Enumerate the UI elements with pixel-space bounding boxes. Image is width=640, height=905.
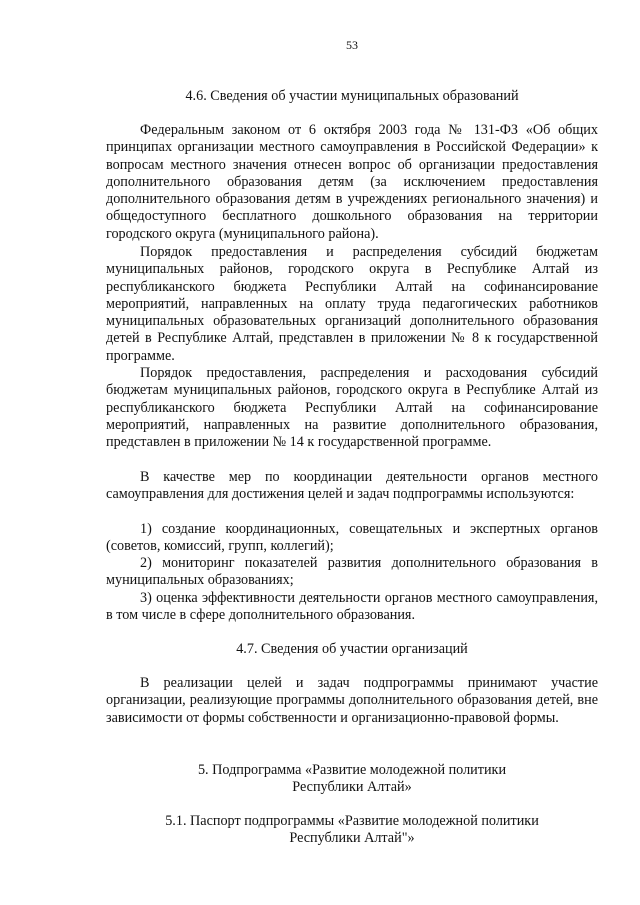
list-item-2: 2) мониторинг показателей развития дополнительного образования в муниципальных образованиях;: [106, 555, 598, 589]
paragraph-subsidy-order-development: Порядок предоставления, распределения и расходования субсидий бюджетам муниципальных районов, городского округа в Республике Алтай из республиканского бюджета Республики Алтай на софинансирование мероприятий, направленных на развитие дополнительного образования, представлен в приложении № 14 к государственной программе.: [106, 365, 598, 451]
paragraph-organizations: В реализации целей и задач подпрограммы принимают участие организации, реализующие программы дополнительного образования детей, вне зависимости от формы собственности и организационно-правовой формы.: [106, 675, 598, 726]
list-item-1: 1) создание координационных, совещательных и экспертных органов (советов, комиссий, групп, коллегий);: [106, 521, 598, 555]
page-number: 53: [346, 38, 358, 52]
paragraph-coordination-measures: В качестве мер по координации деятельности органов местного самоуправления для достижения целей и задач подпрограммы используются:: [106, 469, 598, 503]
section-heading-4-7: 4.7. Сведения об участии организаций: [236, 641, 468, 657]
paragraph-federal-law: Федеральным законом от 6 октября 2003 года № 131-ФЗ «Об общих принципах организации местного самоуправления в Российской Федерации» к вопросам местного значения отнесен вопрос об организации предоставления дополнительного образования детям (за исключением предоставления дополнительного образования детям в учреждениях регионального значения) и общедоступного бесплатного дошкольного образования на территории городского округа (муниципального района).: [106, 122, 598, 242]
passport-heading-line-1: 5.1. Паспорт подпрограммы «Развитие молодежной политики: [165, 813, 539, 829]
subprogram-heading-line-2: Республики Алтай»: [292, 779, 412, 795]
paragraph-subsidy-order-salary: Порядок предоставления и распределения субсидий бюджетам муниципальных районов, городского округа в Республике Алтай из республиканского бюджета Республики Алтай на софинансирование мероприятий, направленных на оплату труда педагогических работников муниципальных образовательных организаций дополнительного образования детей в Республике Алтай, представлен в приложении № 8 к государственной программе.: [106, 244, 598, 364]
list-item-3: 3) оценка эффективности деятельности органов местного самоуправления, в том числе в сфере дополнительного образования.: [106, 590, 598, 624]
subprogram-heading-line-1: 5. Подпрограмма «Развитие молодежной политики: [197, 762, 507, 778]
passport-heading-line-2: Республики Алтай"»: [289, 830, 415, 846]
section-heading-4-6: 4.6. Сведения об участии муниципальных образований: [185, 88, 519, 104]
